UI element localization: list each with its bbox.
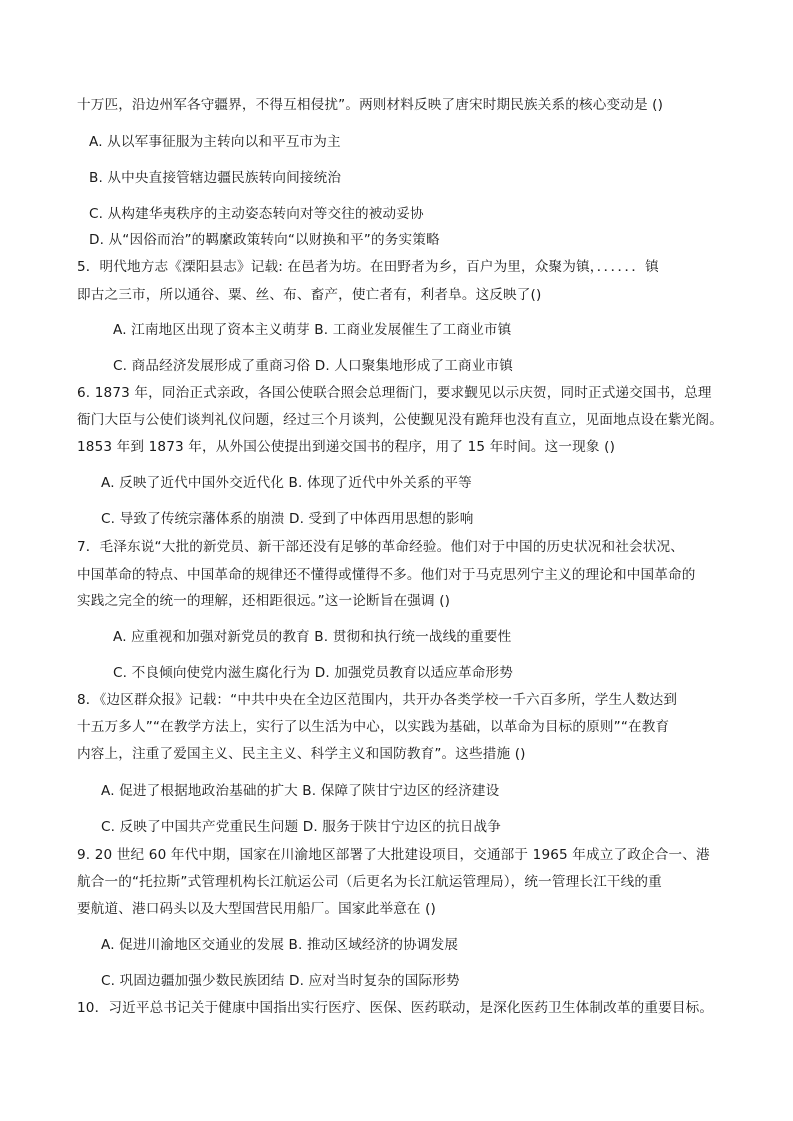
question-5-stem-line-2: 即古之三市，所以通谷、粟、丝、布、畜产，使亡者有，利者阜。这反映了() xyxy=(77,287,542,303)
question-9-stem-line-3: 要航道、港口码头以及大型国营民用船厂。国家此举意在 () xyxy=(77,901,436,917)
question-6-options-ab: A. 反映了近代中国外交近代化 B. 体现了近代中外关系的平等 xyxy=(101,475,472,491)
question-7-options-ab: A. 应重视和加强对新党员的教育 B. 贯彻和执行统一战线的重要性 xyxy=(113,629,512,645)
question-9-stem-line-1: 9. 20 世纪 60 年代中期，国家在川渝地区部署了大批建设项目，交通部于 1965 年成立了政企合一、港 xyxy=(77,847,710,863)
question-7-options-cd: C. 不良倾向使党内滋生腐化行为 D. 加强党员教育以适应革命形势 xyxy=(113,665,513,681)
question-9-options-cd: C. 巩固边疆加强少数民族团结 D. 应对当时复杂的国际形势 xyxy=(101,973,460,989)
question-9-stem-line-2: 航合一的“托拉斯”式管理机构长江航运公司（后更名为长江航运管理局），统一管理长江干线的重 xyxy=(77,874,662,890)
question-6-options-cd: C. 导致了传统宗藩体系的崩溃 D. 受到了中体西用思想的影响 xyxy=(101,511,474,527)
question-5-stem-line-1: 5．明代地方志《溧阳县志》记载: 在邑者为坊。在田野者为乡，百户为里，众聚为镇，．．．．．．镇 xyxy=(77,259,659,275)
question-4-stem-tail: 十万匹，沿边州军各守疆界，不得互相侵扰”。两则材料反映了唐宋时期民族关系的核心变动是 () xyxy=(77,97,664,113)
question-10-stem-line-1: 10．习近平总书记关于健康中国指出实行医疗、医保、医药联动，是深化医药卫生体制改革的重要目标。 xyxy=(77,1000,714,1016)
question-4-option-d: D. 从“因俗而治”的羁縻政策转向“以财换和平”的务实策略 xyxy=(89,232,440,248)
question-6-stem-line-2: 衙门大臣与公使们谈判礼仪问题，经过三个月谈判，公使觐见没有跪拜也没有直立，见面地点设在紫光阁。 xyxy=(77,412,723,428)
question-5-options-ab: A. 江南地区出现了资本主义萌芽 B. 工商业发展催生了工商业市镇 xyxy=(113,322,512,338)
question-8-stem-line-2: 十五万多人”“在教学方法上，实行了以生活为中心，以实践为基础，以革命为目标的原则”“在教育 xyxy=(77,719,670,735)
question-7-stem-line-1: 7．毛泽东说“大批的新党员、新干部还没有足够的革命经验。他们对于中国的历史状况和社会状况、 xyxy=(77,539,684,555)
question-6-stem-line-1: 6. 1873 年，同治正式亲政，各国公使联合照会总理衙门，要求觐见以示庆贺，同时正式递交国书，总理 xyxy=(77,385,712,401)
question-7-stem-line-3: 实践之完全的统一的理解，还相距很远。”这一论断旨在强调 () xyxy=(77,593,451,609)
question-8-stem-line-1: 8．《边区群众报》记载：“中共中央在全边区范围内，共开办各类学校一千六百多所，学生人数达到 xyxy=(77,692,678,708)
question-4-option-c: C. 从构建华夷秩序的主动姿态转向对等交往的被动妥协 xyxy=(89,206,424,222)
question-4-option-a: A. 从以军事征服为主转向以和平互市为主 xyxy=(89,134,341,150)
question-8-stem-line-3: 内容上，注重了爱国主义、民主主义、科学主义和国防教育”。这些措施 () xyxy=(77,746,526,762)
question-7-stem-line-2: 中国革命的特点、中国革命的规律还不懂得或懂得不多。他们对于马克思列宁主义的理论和中国革命的 xyxy=(77,567,696,583)
question-4-option-b: B. 从中央直接管辖边疆民族转向间接统治 xyxy=(89,170,342,186)
question-9-options-ab: A. 促进川渝地区交通业的发展 B. 推动区域经济的协调发展 xyxy=(101,937,459,953)
question-6-stem-line-3: 1853 年到 1873 年，从外国公使提出到递交国书的程序，用了 15 年时间。这一现象 () xyxy=(77,439,616,455)
question-5-options-cd: C. 商品经济发展形成了重商习俗 D. 人口聚集地形成了工商业市镇 xyxy=(113,358,513,374)
question-8-options-cd: C. 反映了中国共产党重民生问题 D. 服务于陕甘宁边区的抗日战争 xyxy=(101,819,501,835)
question-8-options-ab: A. 促进了根据地政治基础的扩大 B. 保障了陕甘宁边区的经济建设 xyxy=(101,783,500,799)
